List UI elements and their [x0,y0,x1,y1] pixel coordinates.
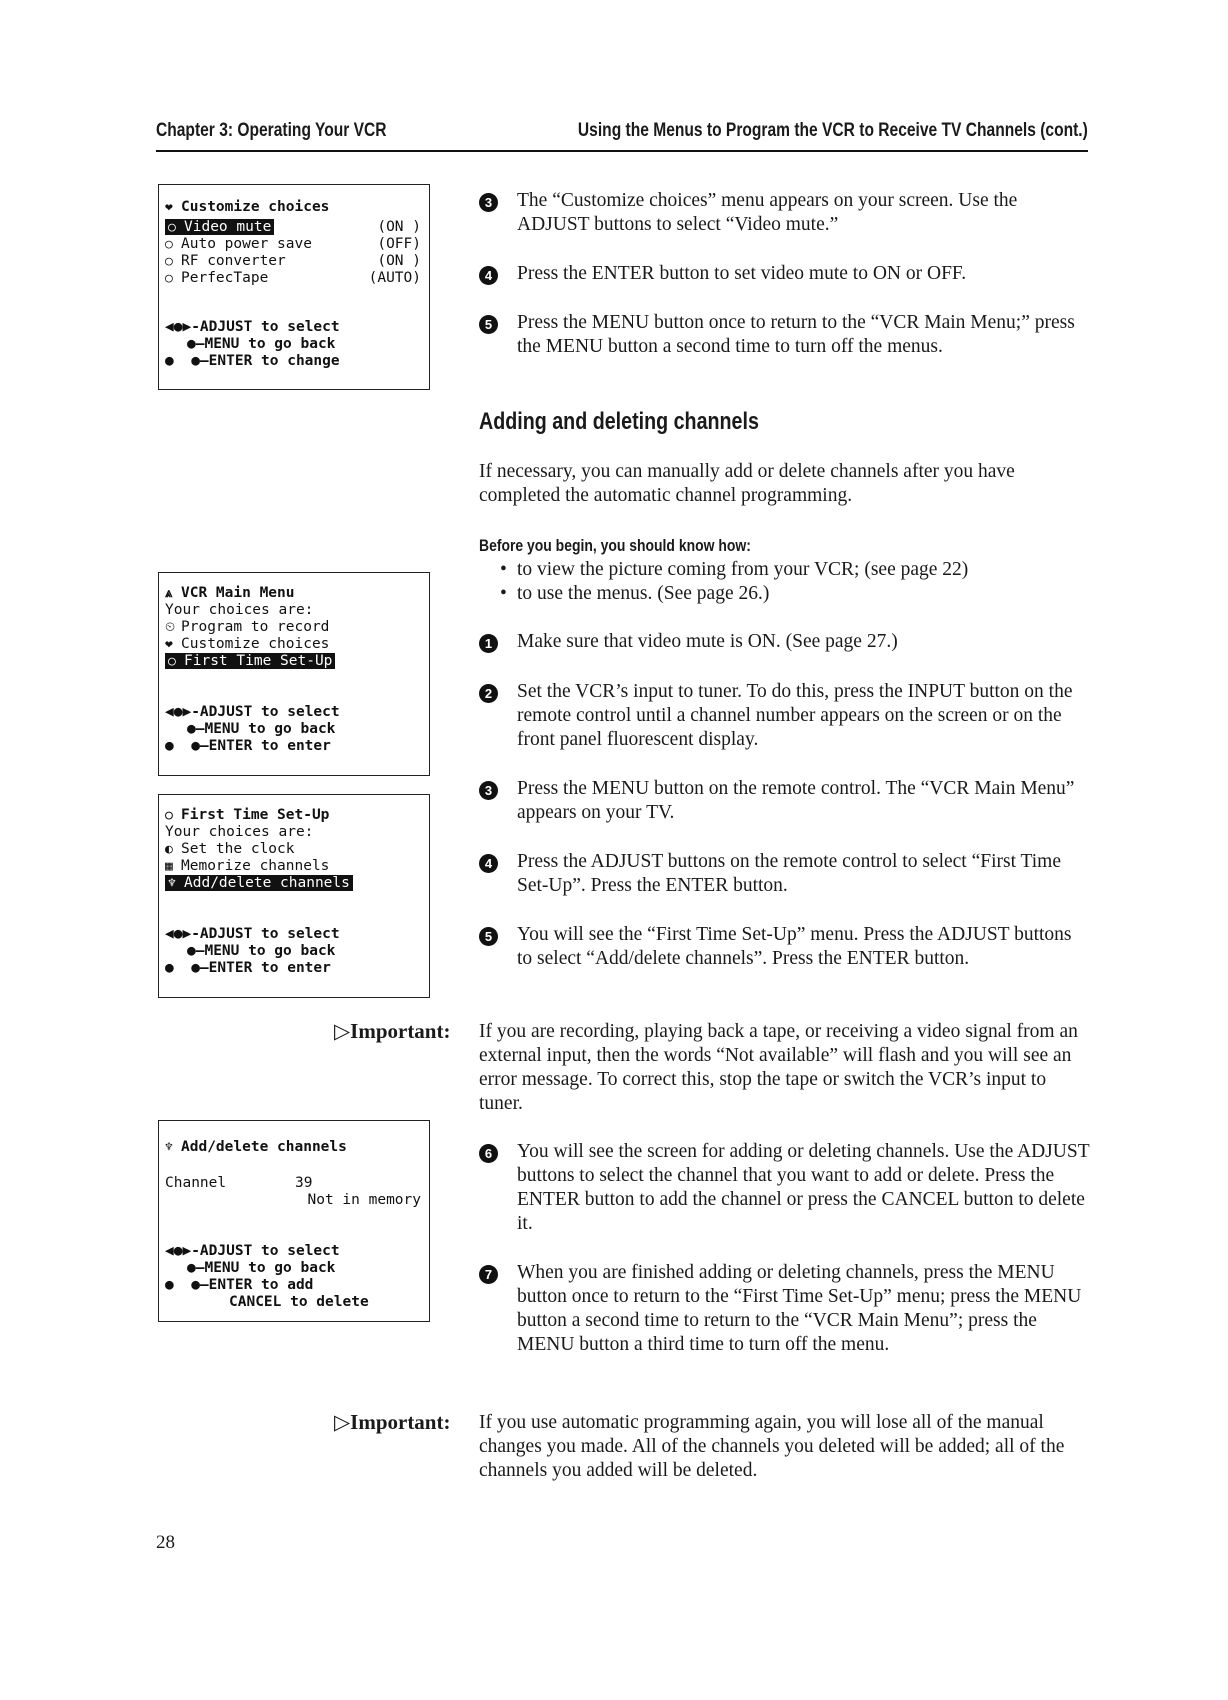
hint-menu: ●—MENU to go back [187,1260,336,1276]
first-setup-screen [158,794,430,998]
hint-cancel: CANCEL to delete [229,1294,369,1310]
bullet-item: • to view the picture coming from your VCR; (see page 22) [517,558,968,582]
button-dot-icon: ● ●– [165,1277,209,1293]
before-heading: Before you begin, you should know how: [479,536,751,555]
customize-title: ❤ Customize choices [165,199,330,215]
important-text: If you use automatic programming again, you will lose all of the manual changes you made. All of the channels you deleted will be added; all of the channels you added will be deleted. [479,1412,1065,1481]
menu-value: (ON ) [377,219,421,235]
hint-enter: ● ●–ENTER to add [165,1277,314,1293]
important-label: ▷Important: [334,1410,451,1434]
menu-item-rf-converter: ○ RF converter [165,253,286,269]
first-setup-title: ○ First Time Set-Up [165,807,330,823]
clock-icon: ◐ [165,842,173,857]
circle-icon: ○ [165,808,173,823]
step-number: 4 [479,266,498,285]
important-label: ▷Important: [334,1019,451,1043]
button-dot-icon: ●— [187,721,205,737]
step-text: When you are finished adding or deleting channels, press the MENU button once to return to the “First Time Set-Up” menu; press the MENU button a second time to return to the “VCR Main Menu”; press the MENU button a third time to turn off the menu. [517,1262,1082,1355]
chapter-header: Chapter 3: Operating Your VCR [156,120,387,141]
adjust-arrows-icon: ◀●▶ [165,319,192,335]
section-heading: Adding and deleting channels [479,408,759,435]
step-number: 3 [479,193,498,212]
main-menu-screen [158,572,430,776]
adjust-arrows-icon: ◀●▶ [165,1243,192,1259]
heart-icon: ❤ [165,200,173,215]
circle-icon: ○ [165,237,173,252]
step-text: Press the ENTER button to set video mute to ON or OFF. [517,263,967,284]
antenna-icon: ♆ [165,1140,173,1155]
step-text: You will see the “First Time Set-Up” menu. Press the ADJUST buttons to select “Add/delete channels”. Press the ENTER button. [517,924,1072,969]
step-number: 7 [479,1265,498,1284]
section-header: Using the Menus to Program the VCR to Receive TV Channels (cont.) [578,120,1088,141]
menu-item-clock: ◐ Set the clock [165,841,295,857]
menu-value: (ON ) [377,253,421,269]
adjust-arrows-icon: ◀●▶ [165,926,192,942]
hint-adjust: ◀●▶-ADJUST to select [165,704,340,720]
channel-number: 39 [295,1175,313,1191]
menu-item-perfectape: ○ PerfecTape [165,270,269,286]
bullet-item: • to use the menus. (See page 26.) [517,582,769,606]
step-text: Press the MENU button once to return to the “VCR Main Menu;” press the MENU button a second time to turn off the menus. [517,312,1075,357]
hint-adjust: ◀●▶-ADJUST to select [165,1243,340,1259]
menu-item-memorize: ▦ Memorize channels [165,858,330,874]
button-dot-icon: ● ●– [165,738,209,754]
menu-item-first-setup: ○ First Time Set-Up [165,653,335,670]
button-dot-icon: ● ●– [165,353,209,369]
step-number: 6 [479,1144,498,1163]
hint-adjust: ◀●▶-ADJUST to select [165,926,340,942]
step-number: 3 [479,781,498,800]
main-menu-subtitle: Your choices are: [165,602,314,618]
channel-label: Channel [165,1175,227,1191]
add-delete-screen [158,1120,430,1322]
main-menu-title: ⩓ VCR Main Menu [165,585,295,601]
step-number: 4 [479,854,498,873]
circle-icon: ○ [165,271,173,286]
hint-adjust: ◀●▶-ADJUST to select [165,319,340,335]
step-text: Set the VCR’s input to tuner. To do this, press the INPUT button on the remote control until a channel number appears on the screen or on the front panel fluorescent display. [517,681,1073,750]
circle-icon: ○ [165,254,173,269]
add-delete-title: ♆ Add/delete channels [165,1139,347,1155]
header-rule [156,150,1088,152]
step-number: 2 [479,684,498,703]
step-number: 5 [479,315,498,334]
clock-icon: ⏲ [165,620,176,635]
hint-menu: ●—MENU to go back [187,943,336,959]
hint-menu: ●—MENU to go back [187,721,336,737]
button-dot-icon: ● ●– [165,960,209,976]
hint-menu: ●—MENU to go back [187,336,336,352]
tape-icon: ⩓ [165,586,173,601]
circle-icon: ○ [168,220,176,235]
adjust-arrows-icon: ◀●▶ [165,704,192,720]
channel-status: Not in memory [307,1192,421,1208]
circle-icon: ○ [168,654,176,669]
menu-item-program: ⏲ Program to record [165,619,330,635]
menu-item-customize: ❤ Customize choices [165,636,330,652]
important-text: If you are recording, playing back a tape, or receiving a video signal from an external input, then the words “Not available” will flash and you will see an error message. To correct this, stop the tape or switch the VCR’s input to tuner. [479,1021,1078,1114]
menu-value: (AUTO) [368,270,421,286]
step-text: The “Customize choices” menu appears on your screen. Use the ADJUST buttons to select “Video mute.” [517,190,1018,235]
antenna-icon: ♆ [168,876,176,891]
intro-paragraph: If necessary, you can manually add or delete channels after you have completed the automatic channel programming. [479,461,1015,506]
menu-value: (OFF) [377,236,421,252]
button-dot-icon: ●— [187,1260,205,1276]
step-text: Press the ADJUST buttons on the remote control to select “First Time Set-Up”. Press the ENTER button. [517,851,1061,896]
button-dot-icon: ●— [187,336,205,352]
step-number: 5 [479,927,498,946]
step-text: Press the MENU button on the remote control. The “VCR Main Menu” appears on your TV. [517,778,1075,823]
memory-icon: ▦ [165,859,173,874]
heart-icon: ❤ [165,637,173,652]
hint-enter: ● ●–ENTER to enter [165,960,331,976]
hint-enter: ● ●–ENTER to enter [165,738,331,754]
menu-item-video-mute: ○ Video mute [165,219,274,236]
page-number: 28 [156,1532,175,1553]
step-number: 1 [479,634,498,653]
hint-enter: ● ●–ENTER to change [165,353,340,369]
menu-item-add-delete: ♆ Add/delete channels [165,875,353,892]
menu-item-auto-power: ○ Auto power save [165,236,312,252]
button-dot-icon: ●— [187,943,205,959]
step-text: You will see the screen for adding or deleting channels. Use the ADJUST buttons to select the channel that you want to add or delete. Press the ENTER button to add the channel or press the CANCEL button to delete it. [517,1141,1090,1234]
step-text: Make sure that video mute is ON. (See page 27.) [517,631,898,652]
first-setup-subtitle: Your choices are: [165,824,314,840]
customize-screen [158,184,430,390]
